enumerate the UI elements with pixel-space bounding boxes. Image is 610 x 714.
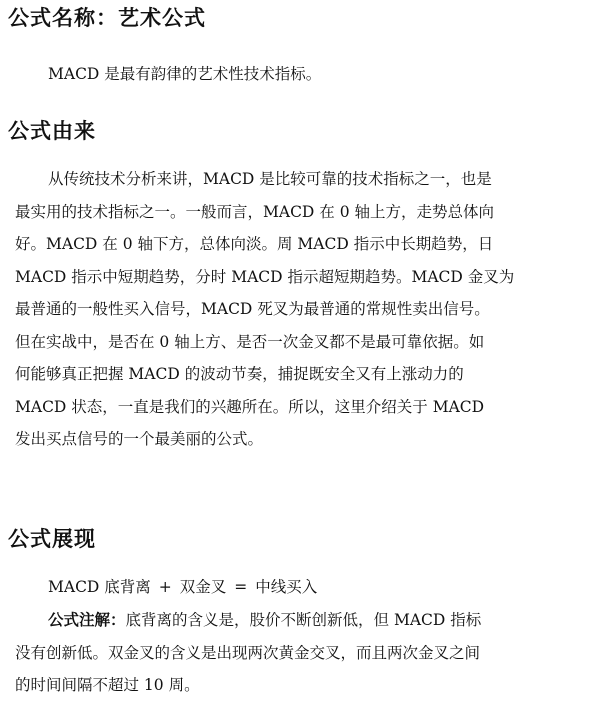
origin-line: 最实用的技术指标之一。一般而言，MACD 在 0 轴上方，走势总体向: [15, 202, 494, 221]
origin-line: 何能够真正把握 MACD 的波动节奏，捕捉既安全又有上涨动力的: [15, 365, 464, 383]
section-heading-formula-display: 公式展现: [8, 527, 96, 551]
section-heading-formula-origin: 公式由来: [8, 119, 96, 143]
formula-result: 中线买入: [255, 578, 318, 596]
note-line: 没有创新低。双金叉的含义是出现两次黄金交叉，而且两次金叉之间: [15, 643, 481, 662]
equals-operator: =: [234, 578, 248, 596]
note-text: 底背离的含义是，股价不断创新低，但 MACD 指标: [125, 611, 482, 629]
formula-term-double-cross: 双金叉: [179, 578, 227, 596]
origin-line: 但在实战中，是否在 0 轴上方、是否一次金叉都不是最可靠依据。如: [15, 332, 485, 351]
origin-line: 最普通的一般性买入信号，MACD 死叉为最普通的常规性卖出信号。: [15, 300, 490, 318]
formula-summary: MACD 是最有韵律的艺术性技术指标。: [48, 65, 322, 83]
note-label: 公式注解：: [48, 611, 126, 629]
formula-note: [15, 604, 605, 702]
origin-paragraph: [15, 163, 605, 456]
section-heading-formula-name: 公式名称：艺术公式: [8, 6, 206, 30]
formula-expression: [48, 571, 317, 604]
origin-line: 发出买点信号的一个最美丽的公式。: [15, 430, 264, 448]
note-line: 的时间间隔不超过 10 周。: [15, 676, 200, 694]
note-line: [15, 604, 605, 637]
plus-operator: +: [158, 578, 172, 596]
origin-line: MACD 指示中短期趋势，分时 MACD 指示超短期趋势。MACD 金叉为: [15, 267, 515, 286]
origin-line: MACD 状态，一直是我们的兴趣所在。所以，这里介绍关于 MACD: [15, 397, 485, 416]
formula-term-divergence: MACD 底背离: [48, 578, 151, 596]
origin-line: 从传统技术分析来讲，MACD 是比较可靠的技术指标之一，也是: [48, 170, 492, 188]
origin-line: 好。MACD 在 0 轴下方，总体向淡。周 MACD 指示中长期趋势，日: [15, 235, 494, 253]
